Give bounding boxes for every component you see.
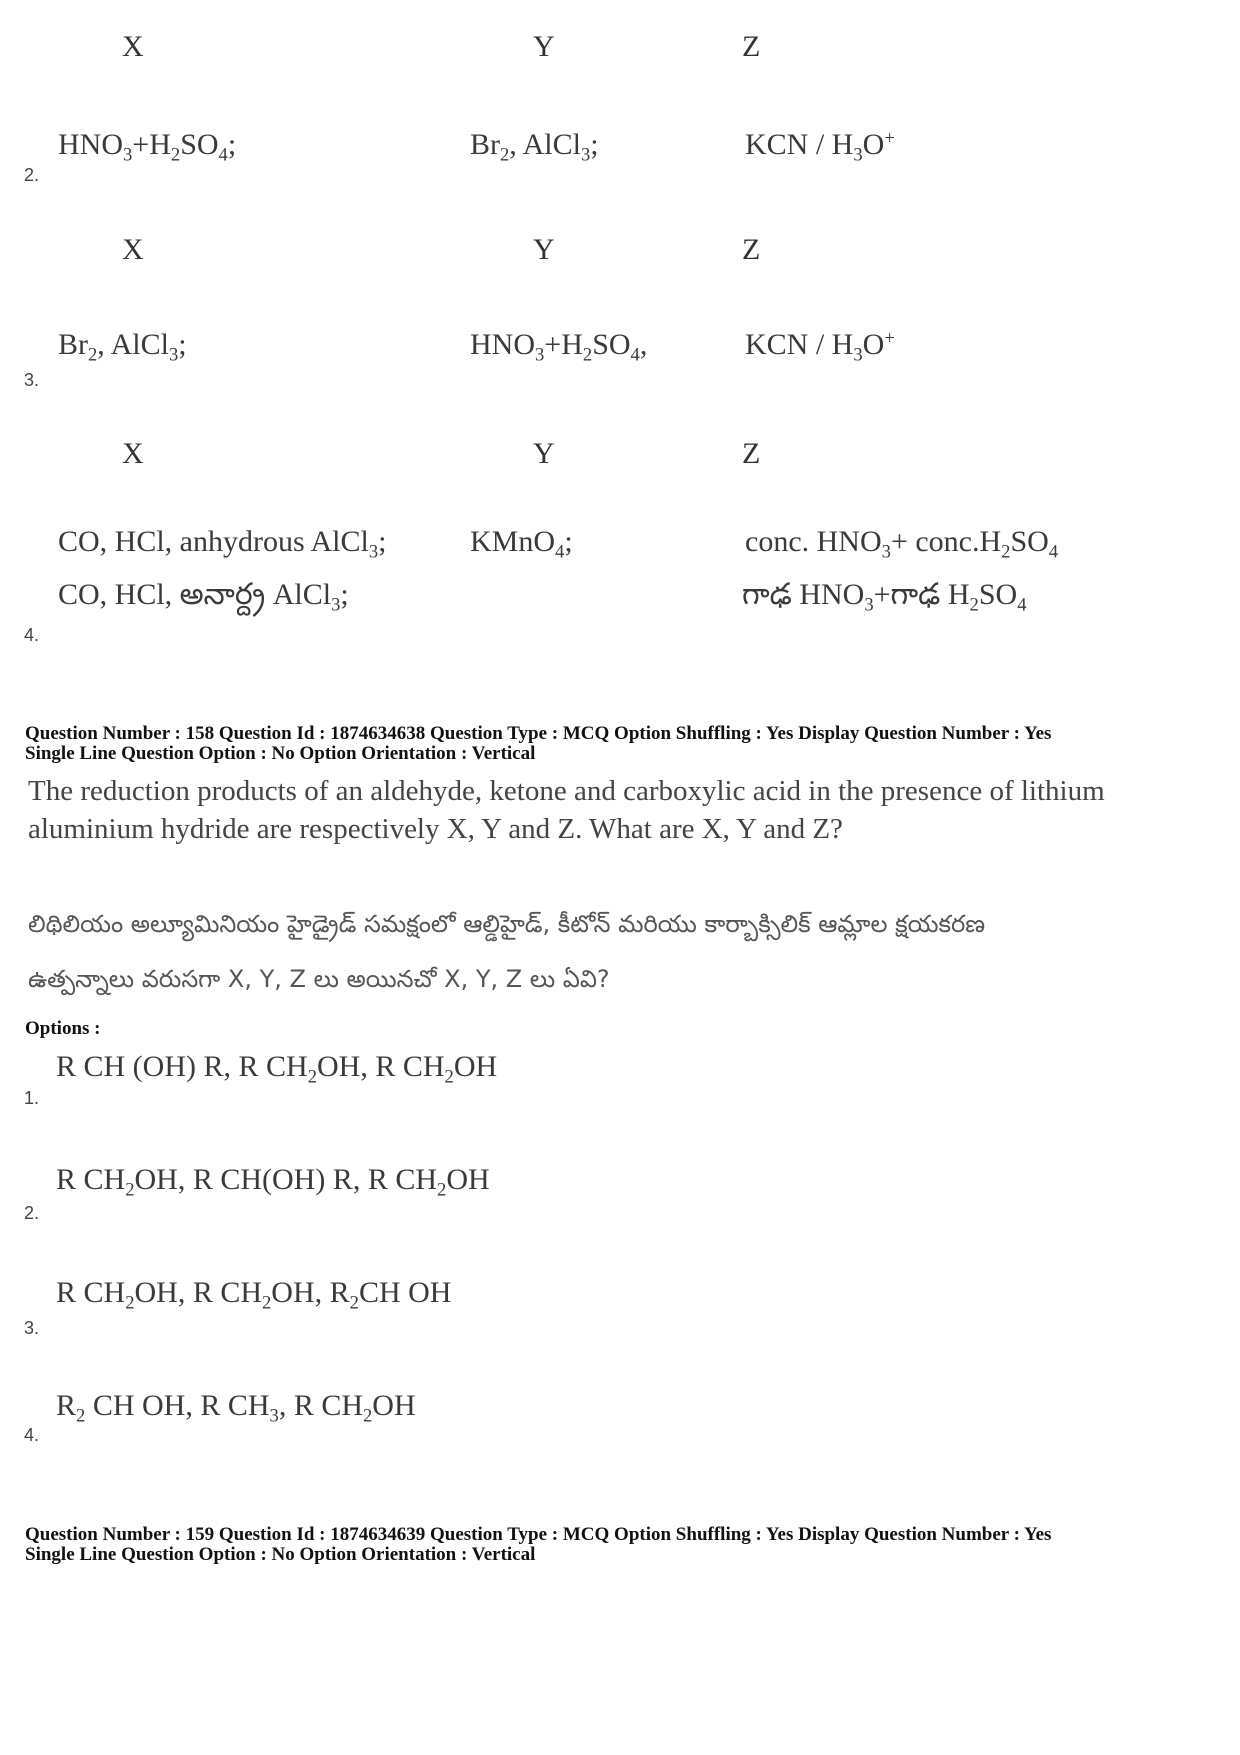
col-header-y: Y (533, 437, 555, 470)
q158-text-te-line1: లిథిలియం అల్యూమినియం హైడ్రైడ్ సమక్షంలో ఆల్డిహైడ్, కీటోన్ మరియు కార్బాక్సిలిక్ ఆమ్లాల క్షయకరణ (28, 910, 986, 938)
q159-meta-line1: Question Number : 159 Question Id : 1874634639 Question Type : MCQ Option Shuffling : Yes Display Question Number : Yes (25, 1524, 1052, 1545)
q158-option-1-number: 1. (24, 1088, 40, 1108)
opt2-number: 2. (24, 165, 40, 185)
opt2-y: $Br_2$, AlCl$_3$; (470, 128, 599, 166)
col-header-x: X (122, 437, 144, 470)
opt4-y: KMnO$_4$; (470, 525, 573, 563)
opt2-z: KCN / $H_3O^+$ (745, 127, 895, 166)
q158-option-4[interactable]: $R_2$ CH OH, R $CH_3$, R $CH_2OH$ (56, 1389, 416, 1427)
opt3-z: KCN / $H_3O^+$ (745, 327, 895, 366)
q158-option-3[interactable]: R $CH_2OH$, R $CH_2OH$, $R_2CH$ OH (56, 1276, 452, 1314)
opt4-x-telugu: CO, HCl, అనార్ద్ర AlCl$_3$; (58, 578, 349, 616)
opt3-number: 3. (24, 370, 40, 390)
q158-text-en-line1: The reduction products of an aldehyde, ketone and carboxylic acid in the presence of lithium (28, 775, 1105, 807)
opt4-z-english: conc. $HNO_3+$ $conc.H_2SO_4$ (745, 525, 1059, 563)
col-header-y: Y (533, 233, 555, 266)
q158-option-2-number: 2. (24, 1203, 40, 1223)
col-header-x: X (122, 30, 144, 63)
q158-text-en-line2: aluminium hydride are respectively X, Y and Z. What are X, Y and Z? (28, 813, 843, 845)
q159-meta-line2: Single Line Question Option : No Option Orientation : Vertical (25, 1544, 536, 1565)
q158-text-te-line2: ఉత్పన్నాలు వరుసగా X, Y, Z లు అయినచో X, Y, Z లు ఏవి? (28, 965, 610, 993)
col-header-x: X (122, 233, 144, 266)
q158-option-2[interactable]: R $CH_2OH$, R CH(OH) R, R $CH_2OH$ (56, 1163, 490, 1201)
q158-option-1[interactable]: R CH (OH) R, R $CH_2OH$, R $CH_2OH$ (56, 1050, 498, 1088)
q158-meta-line2: Single Line Question Option : No Option Orientation : Vertical (25, 743, 536, 764)
q158-option-3-number: 3. (24, 1318, 40, 1338)
opt4-x-english: CO, HCl, anhydrous AlCl$_3$; (58, 525, 387, 563)
col-header-z: Z (742, 437, 761, 470)
col-header-z: Z (742, 233, 761, 266)
opt4-number: 4. (24, 625, 40, 645)
opt3-y: $HNO_3+H_2SO_4$, (470, 328, 648, 366)
opt4-z-telugu: గాఢ $HNO_3+గాఢ$ $H_2SO_4$ (742, 578, 1027, 616)
q158-option-4-number: 4. (24, 1425, 40, 1445)
col-header-y: Y (533, 30, 555, 63)
options-label: Options : (25, 1018, 101, 1039)
opt2-x: $HNO_3+H_2SO_4$; (58, 128, 237, 166)
opt3-x: $Br_2$, AlCl$_3$; (58, 328, 187, 366)
col-header-z: Z (742, 30, 761, 63)
q158-meta-line1: Question Number : 158 Question Id : 1874634638 Question Type : MCQ Option Shuffling : Yes Display Question Number : Yes (25, 723, 1052, 744)
